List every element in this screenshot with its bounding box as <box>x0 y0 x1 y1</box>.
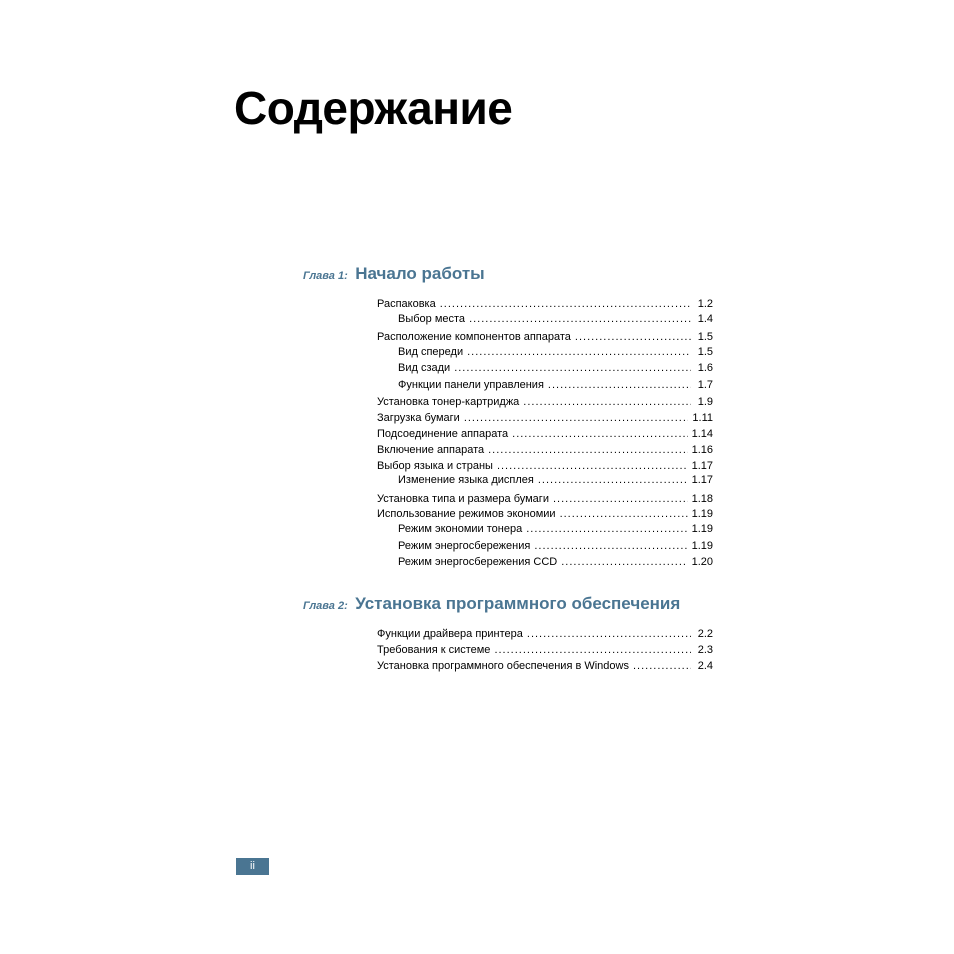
toc-entry[interactable] <box>377 540 713 553</box>
toc-entry-label: Функции панели управления <box>398 379 544 391</box>
leader-dots <box>440 298 691 311</box>
toc-entry-page: 1.7 <box>697 379 713 391</box>
toc-entry[interactable] <box>377 379 713 392</box>
toc-entry-page: 1.2 <box>697 298 713 310</box>
toc-entry-page: 2.2 <box>697 628 713 640</box>
toc-entry[interactable] <box>377 493 713 506</box>
toc-entry-page: 1.5 <box>697 331 713 343</box>
toc-entry-page: 1.5 <box>697 346 713 358</box>
toc-entry[interactable] <box>377 508 713 521</box>
leader-dots <box>527 628 691 641</box>
toc-entry[interactable] <box>377 346 713 359</box>
toc-list <box>377 298 713 569</box>
toc-entry-label: Загрузка бумаги <box>377 412 460 424</box>
toc-entry-page: 1.20 <box>691 556 713 568</box>
toc-entry-page: 1.19 <box>691 540 713 552</box>
toc-entry-page: 1.16 <box>691 444 713 456</box>
leader-dots <box>512 428 687 441</box>
toc-entry-label: Выбор языка и страны <box>377 460 493 472</box>
toc-entry[interactable] <box>377 523 713 536</box>
leader-dots <box>548 379 691 392</box>
page-number: ii <box>236 858 269 875</box>
toc-entry-label: Установка программного обеспечения в Windows <box>377 660 629 672</box>
toc-entry-label: Включение аппарата <box>377 444 485 456</box>
toc-entry-page: 2.4 <box>697 660 713 672</box>
toc-entry[interactable] <box>377 428 713 441</box>
leader-dots <box>523 396 691 409</box>
toc-entry-page: 1.14 <box>691 428 713 440</box>
leader-dots <box>497 460 688 473</box>
toc-entry[interactable] <box>377 331 713 344</box>
toc-entry-label: Использование режимов экономии <box>377 508 556 520</box>
leader-dots <box>553 493 688 506</box>
toc-entry-page: 2.3 <box>697 644 713 656</box>
toc-entry-label: Установка типа и размера бумаги <box>377 493 549 505</box>
chapter-title: Установка программного обеспечения <box>355 594 681 613</box>
toc-entry-page: 1.17 <box>691 460 713 472</box>
leader-dots <box>469 313 691 326</box>
leader-dots <box>561 556 687 569</box>
leader-dots <box>488 444 687 457</box>
toc-entry[interactable] <box>377 412 713 425</box>
leader-dots <box>560 508 688 521</box>
toc-entry-label: Установка тонер-картриджа <box>377 396 520 408</box>
toc-entry-page: 1.19 <box>691 523 713 535</box>
toc-entry-page: 1.17 <box>691 474 713 486</box>
chapter-2 <box>303 594 723 673</box>
leader-dots <box>454 362 691 375</box>
toc-entry[interactable] <box>377 660 713 673</box>
toc-entry-page: 1.11 <box>692 412 713 424</box>
toc-entry-label: Вид сзади <box>398 362 451 374</box>
toc-entry-label: Изменение языка дисплея <box>398 474 534 486</box>
page-title: Содержание <box>234 82 513 134</box>
toc-entry-label: Режим энергосбережения CCD <box>398 556 558 568</box>
toc-entry-label: Расположение компонентов аппарата <box>377 331 571 343</box>
toc-entry-page: 1.19 <box>691 508 713 520</box>
toc-entry[interactable] <box>377 444 713 457</box>
leader-dots <box>575 331 691 344</box>
chapter-label: Глава 1: <box>303 270 348 282</box>
toc-list <box>377 628 713 673</box>
toc-entry[interactable] <box>377 474 713 487</box>
toc-entry-page: 1.4 <box>697 313 713 325</box>
toc-entry[interactable] <box>377 556 713 569</box>
leader-dots <box>526 523 687 536</box>
toc-entry[interactable] <box>377 298 713 311</box>
leader-dots <box>467 346 691 359</box>
toc-entry-label: Требования к системе <box>377 644 491 656</box>
toc-entry-page: 1.9 <box>697 396 713 408</box>
toc-entry-label: Режим экономии тонера <box>398 523 523 535</box>
toc-entry[interactable] <box>377 460 713 473</box>
leader-dots <box>633 660 691 673</box>
toc-entry-label: Распаковка <box>377 298 436 310</box>
toc-entry-label: Режим энергосбережения <box>398 540 531 552</box>
chapter-1 <box>303 264 723 569</box>
chapter-label: Глава 2: <box>303 600 348 612</box>
toc-entry[interactable] <box>377 628 713 641</box>
chapter-title: Начало работы <box>355 264 485 283</box>
toc-entry-page: 1.18 <box>691 493 713 505</box>
toc-entry[interactable] <box>377 396 713 409</box>
toc-entry[interactable] <box>377 644 713 657</box>
chapter-heading <box>303 264 723 292</box>
toc-entry-label: Выбор места <box>398 313 466 325</box>
toc-entry-label: Функции драйвера принтера <box>377 628 523 640</box>
leader-dots <box>494 644 691 657</box>
toc-entry-page: 1.6 <box>697 362 713 374</box>
toc-entry[interactable] <box>377 362 713 375</box>
leader-dots <box>534 540 687 553</box>
leader-dots <box>464 412 689 425</box>
chapter-heading <box>303 594 723 622</box>
toc-entry[interactable] <box>377 313 713 326</box>
toc-entry-label: Подсоединение аппарата <box>377 428 509 440</box>
toc-entry-label: Вид спереди <box>398 346 464 358</box>
leader-dots <box>538 474 688 487</box>
